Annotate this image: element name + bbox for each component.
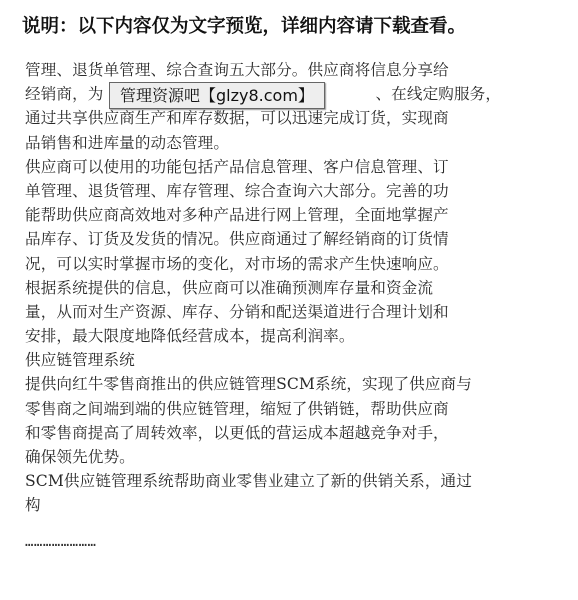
text-line: 单管理、退货管理、库存管理、综合查询六大部分。完善的功 <box>25 181 449 200</box>
text-line: 品销售和进库量的动态管理。 <box>25 133 230 152</box>
text-line: 确保领先优势。 <box>25 448 135 466</box>
text-line: 构 <box>25 496 41 515</box>
text-line: 能帮助供应商高效地对多种产品进行网上管理，全面地掌握产 <box>25 206 449 225</box>
text-line: 管理、退货单管理、综合查询五大部分。供应商将信息分享给 <box>25 61 449 79</box>
text-line: 和零售商提高了周转效率，以更低的营运成本超越竞争对手， <box>25 423 449 442</box>
text-line: 量，从而对生产资源、库存、分销和配送渠道进行合理计划和 <box>25 302 449 321</box>
text-line: 安排，最大限度地降低经营成本，提高利润率。 <box>25 327 355 346</box>
text-line: 根据系统提供的信息，供应商可以准确预测库存量和资金流 <box>25 278 434 297</box>
section-heading: 供应链管理系统 <box>25 351 135 370</box>
text-line: 零售商之间端到端的供应链管理，缩短了供销链，帮助供应商 <box>25 399 449 418</box>
text-line: SCM供应链管理系统帮助商业零售业建立了新的供销关系，通过 <box>25 472 472 491</box>
truncation-ellipsis: …………………… <box>25 534 97 550</box>
text-segment: 经销商，为 <box>25 85 104 104</box>
preview-notice: 说明：以下内容仅为文字预览，详细内容请下载查看。 <box>22 16 467 37</box>
text-line: 通过共享供应商生产和库存数据，可以迅速完成订货，实现商 <box>25 109 449 128</box>
watermark-badge: 管理资源吧【glzy8.com】 <box>109 82 325 109</box>
text-line: 提供向红牛零售商推出的供应链管理SCM系统，实现了供应商与 <box>25 375 472 394</box>
document-body <box>25 58 555 518</box>
text-line: 况，可以实时掌握市场的变化，对市场的需求产生快速响应。 <box>25 254 449 273</box>
text-segment: 、在线定购服务， <box>375 85 502 104</box>
text-line: 供应商可以使用的功能包括产品信息管理、客户信息管理、订 <box>25 157 449 176</box>
text-line: 品库存、订货及发货的情况。供应商通过了解经销商的订货情 <box>25 230 449 249</box>
